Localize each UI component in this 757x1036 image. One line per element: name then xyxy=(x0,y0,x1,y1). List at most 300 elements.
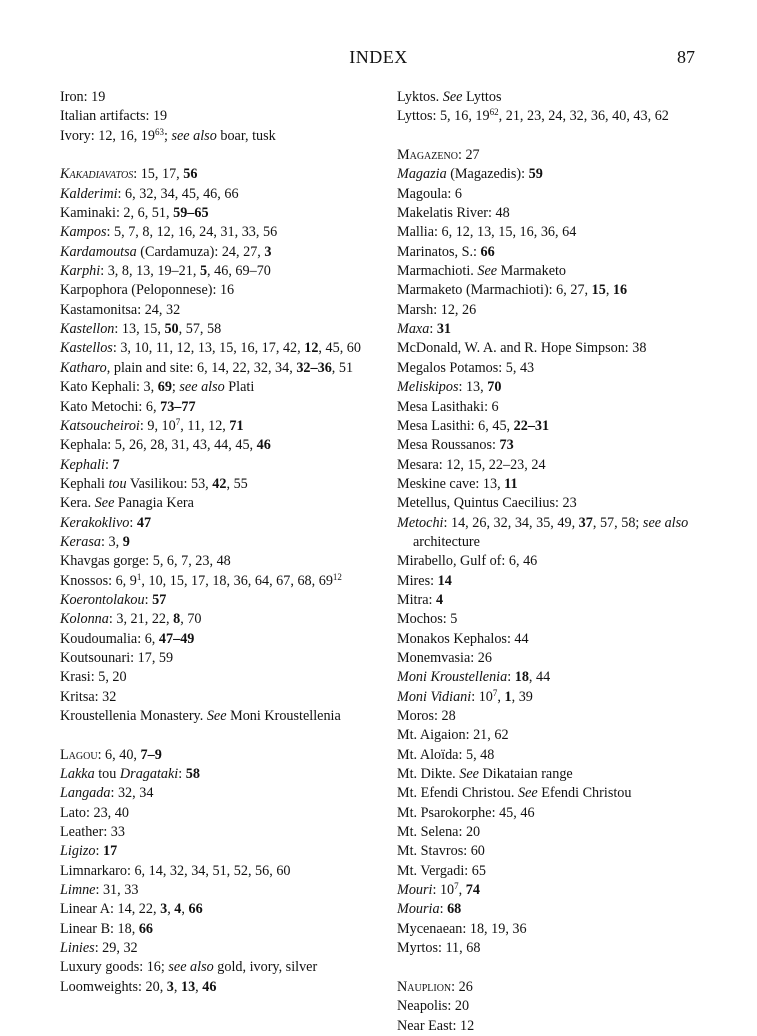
entry-segment: Makelatis River: 48 xyxy=(397,205,510,222)
index-entry xyxy=(397,146,717,165)
entry-segment: Kakadiavatos xyxy=(60,166,134,183)
index-entry xyxy=(397,339,717,358)
entry-segment: : 10 xyxy=(432,882,455,899)
entry-segment: Kastellon xyxy=(60,321,115,338)
index-entry xyxy=(60,436,378,455)
index-entry xyxy=(60,572,378,591)
entry-segment: 66 xyxy=(188,901,203,918)
entry-segment: : xyxy=(439,901,448,918)
entry-segment: Mallia: 6, 12, 13, 15, 16, 36, 64 xyxy=(397,224,577,241)
index-entry xyxy=(60,494,378,513)
entry-segment: Monakos Kephalos: 44 xyxy=(397,630,529,647)
entry-segment: Kephala: 5, 26, 28, 31, 43, 44, 45, xyxy=(60,437,257,454)
index-entry xyxy=(397,494,717,513)
entry-segment: 59–65 xyxy=(173,205,209,222)
index-entry xyxy=(397,204,717,223)
entry-segment: Near East: 12 xyxy=(397,1017,475,1034)
entry-segment: , xyxy=(173,978,181,995)
entry-segment: Mt. Efendi Christou. xyxy=(397,785,518,802)
entry-segment: see also xyxy=(168,959,214,976)
entry-segment: Katharo xyxy=(60,359,107,376)
entry-segment: : 5, 7, 8, 12, 16, 24, 31, 33, 56 xyxy=(106,224,278,241)
index-entry xyxy=(397,262,717,281)
index-entry xyxy=(60,359,378,378)
index-entry xyxy=(397,572,717,591)
entry-segment: 1 xyxy=(136,571,142,582)
entry-segment: Knossos: 6, 9 xyxy=(60,572,137,589)
index-entry xyxy=(397,842,717,861)
entry-segment: Iron: 19 xyxy=(60,89,106,105)
index-entry xyxy=(60,823,378,842)
entry-segment: Moni Kroustellenia xyxy=(397,669,508,686)
entry-segment: 31 xyxy=(436,321,451,338)
index-entry xyxy=(60,417,378,436)
entry-segment: Meliskipos xyxy=(397,379,459,396)
entry-segment: 57 xyxy=(152,591,167,608)
entry-segment: Mt. Selena: 20 xyxy=(397,824,481,841)
entry-segment: architecture xyxy=(413,533,480,550)
index-entry xyxy=(397,784,717,803)
entry-segment: : xyxy=(104,456,113,473)
entry-segment: , 55 xyxy=(226,475,248,492)
entry-segment: 3 xyxy=(160,901,168,918)
index-entry xyxy=(397,475,717,494)
entry-segment: Kato Metochi: 6, xyxy=(60,398,161,415)
entry-segment: Dikataian range xyxy=(478,766,573,783)
index-entry xyxy=(60,765,378,784)
entry-segment: see also xyxy=(179,379,225,396)
entry-segment: Kritsa: 32 xyxy=(60,688,117,705)
entry-segment: , 10, 15, 17, 18, 36, 64, 67, 68, 69 xyxy=(141,572,333,589)
entry-segment: Leather: 33 xyxy=(60,824,125,841)
index-entry xyxy=(397,1017,717,1036)
entry-segment: Panagia Kera xyxy=(114,495,194,512)
entry-segment: Plati xyxy=(224,379,255,396)
entry-segment: Kephali xyxy=(60,456,105,473)
index-entry xyxy=(60,688,378,707)
entry-segment: , xyxy=(458,882,466,899)
index-entry xyxy=(60,668,378,687)
entry-segment: 7–9 xyxy=(140,746,162,763)
entry-segment: Karphi xyxy=(60,263,101,280)
entry-segment: 50 xyxy=(164,321,179,338)
entry-segment: see also xyxy=(171,127,217,144)
index-entry xyxy=(60,649,378,668)
index-entry xyxy=(397,804,717,823)
index-entry xyxy=(60,281,378,300)
index-entry xyxy=(60,398,378,417)
entry-segment: , xyxy=(181,901,189,918)
index-entry xyxy=(397,920,717,939)
entry-segment: Vasilikou: 53, xyxy=(126,475,213,492)
entry-segment: tou xyxy=(108,475,127,492)
entry-segment: 12 xyxy=(304,340,319,357)
index-entry xyxy=(60,301,378,320)
entry-segment: 11 xyxy=(504,475,518,492)
entry-segment: Mires: xyxy=(397,572,438,589)
entry-segment: Mesara: 12, 15, 22–23, 24 xyxy=(397,456,546,473)
entry-segment: Mt. Aloïda: 5, 48 xyxy=(397,746,495,763)
entry-segment: 46 xyxy=(256,437,271,454)
entry-segment: boar, tusk xyxy=(216,127,276,144)
index-entry xyxy=(397,823,717,842)
index-entry xyxy=(397,552,717,571)
entry-segment: : 29, 32 xyxy=(94,940,138,957)
entry-segment: , xyxy=(167,901,175,918)
entry-segment: 56 xyxy=(183,166,198,183)
index-entry xyxy=(397,456,717,475)
index-entry xyxy=(60,165,378,184)
entry-segment: Mochos: 5 xyxy=(397,611,458,628)
entry-segment: gold, ivory, silver xyxy=(213,959,318,976)
index-entry xyxy=(60,378,378,397)
entry-segment: Koutsounari: 17, 59 xyxy=(60,649,174,666)
section-gap xyxy=(397,127,717,146)
entry-segment: , 11, 12, xyxy=(180,417,230,434)
entry-segment: 58 xyxy=(185,766,200,783)
entry-segment: : xyxy=(144,591,153,608)
entry-segment: 5 xyxy=(199,263,208,280)
entry-segment: Kastellos xyxy=(60,340,113,357)
entry-segment: 66 xyxy=(138,920,153,937)
index-entry xyxy=(60,842,378,861)
entry-segment: (Cardamuza): 24, 27, xyxy=(136,243,265,260)
entry-segment: : 27 xyxy=(457,147,480,164)
entry-segment: Moni Vidiani xyxy=(397,688,472,705)
index-entry xyxy=(60,320,378,339)
entry-segment: 37 xyxy=(578,514,593,531)
entry-segment: 3 xyxy=(166,978,174,995)
entry-segment: : 6, 40, xyxy=(97,746,141,763)
index-entry xyxy=(60,456,378,475)
entry-segment: 74 xyxy=(465,882,480,899)
entry-segment: , xyxy=(605,282,613,299)
index-entry xyxy=(397,978,717,997)
entry-segment: Metellus, Quintus Caecilius: 23 xyxy=(397,495,577,512)
entry-segment: 1 xyxy=(504,688,512,705)
entry-segment: 66 xyxy=(480,243,495,260)
entry-segment: , 70 xyxy=(180,611,202,628)
entry-segment: See xyxy=(206,708,227,724)
index-entry xyxy=(60,475,378,494)
entry-segment: , 57, 58 xyxy=(178,321,222,338)
entry-segment: (Magazedis): xyxy=(446,166,529,183)
entry-segment: Kroustellenia Monastery. xyxy=(60,708,207,724)
index-entry xyxy=(60,630,378,649)
entry-segment: Kephali xyxy=(60,475,109,492)
index-entry xyxy=(60,552,378,571)
index-entry xyxy=(60,107,378,126)
entry-segment: , xyxy=(195,978,203,995)
entry-segment: , 51 xyxy=(331,359,354,376)
entry-segment: Marsh: 12, 26 xyxy=(397,301,477,318)
entry-segment: see also xyxy=(642,514,689,531)
entry-segment: Khavgas gorge: 5, 6, 7, 23, 48 xyxy=(60,553,231,570)
entry-segment: , 44 xyxy=(528,669,551,686)
index-entry xyxy=(60,900,378,919)
index-entry xyxy=(60,127,378,146)
index-entry xyxy=(60,185,378,204)
entry-segment: Moros: 28 xyxy=(397,708,456,724)
index-entry xyxy=(60,881,378,900)
entry-segment: : 13, 15, xyxy=(114,321,165,338)
entry-segment: Neapolis: 20 xyxy=(397,998,470,1015)
entry-segment: 8 xyxy=(173,611,181,628)
index-entry xyxy=(60,243,378,262)
entry-segment: Linear A: 14, 22, xyxy=(60,901,161,918)
entry-segment: Mouria xyxy=(397,901,440,918)
index-entry xyxy=(397,610,717,629)
entry-segment: 73–77 xyxy=(160,398,196,415)
entry-segment: : 14, 26, 32, 34, 35, 49, xyxy=(443,514,579,531)
entry-segment: Kardamoutsa xyxy=(60,243,137,260)
index-entry xyxy=(60,339,378,358)
entry-segment: 4 xyxy=(174,901,182,918)
index-entry xyxy=(397,688,717,707)
entry-segment: See xyxy=(517,785,538,802)
entry-segment: : xyxy=(95,843,103,860)
entry-segment: Nauplion xyxy=(397,978,452,995)
entry-segment: 71 xyxy=(229,417,244,434)
index-entry xyxy=(397,301,717,320)
entry-segment: , 39 xyxy=(511,688,533,705)
entry-segment: Linies xyxy=(60,940,95,957)
entry-segment: 7 xyxy=(175,416,181,427)
entry-segment: Limnarkaro: 6, 14, 32, 34, 51, 52, 56, 60 xyxy=(60,862,291,879)
index-entry xyxy=(397,707,717,726)
entry-segment: Kampos xyxy=(60,224,107,241)
entry-segment: Dragataki xyxy=(119,766,179,783)
entry-segment: Marmachioti. xyxy=(397,263,478,280)
entry-segment: McDonald, W. A. and R. Hope Simpson: 38 xyxy=(397,340,647,357)
entry-segment: Marmaketo (Marmachioti): 6, 27, xyxy=(397,282,592,299)
index-entry xyxy=(397,591,717,610)
entry-segment: See xyxy=(477,263,498,280)
index-entry xyxy=(397,881,717,900)
index-entry xyxy=(397,107,717,126)
entry-segment: : 6, 32, 34, 45, 46, 66 xyxy=(117,185,239,202)
entry-segment: , xyxy=(497,688,505,705)
entry-segment: Koudoumalia: 6, xyxy=(60,630,159,647)
index-entry xyxy=(397,243,717,262)
entry-segment: 47–49 xyxy=(158,630,195,647)
entry-segment: Myrtos: 11, 68 xyxy=(397,940,481,957)
index-entry xyxy=(397,185,717,204)
entry-segment: 69 xyxy=(157,379,172,396)
entry-segment: 47 xyxy=(136,514,152,531)
entry-segment: 32–36 xyxy=(296,359,332,376)
entry-segment: Lato: 23, 40 xyxy=(60,804,129,821)
entry-segment: Marmaketo xyxy=(497,263,567,280)
entry-segment: Kastamonitsa: 24, 32 xyxy=(60,301,181,318)
index-entry xyxy=(397,281,717,300)
entry-segment: Kaminaki: 2, 6, 51, xyxy=(60,205,174,222)
entry-segment: : 10 xyxy=(471,688,493,705)
entry-segment: Langada xyxy=(60,785,111,802)
entry-segment: Katsoucheiroi xyxy=(60,417,140,434)
index-entry xyxy=(397,514,717,553)
entry-segment: Lagou xyxy=(60,746,98,763)
entry-segment: Mt. Stavros: 60 xyxy=(397,843,485,860)
entry-segment: Mesa Lasithaki: 6 xyxy=(397,398,499,415)
entry-segment: : 31, 33 xyxy=(95,882,139,899)
entry-segment: , 45, 60 xyxy=(318,340,361,357)
index-entry xyxy=(397,939,717,958)
entry-segment: Marinatos, S.: xyxy=(397,243,481,260)
entry-segment: 16 xyxy=(612,282,628,299)
index-entry xyxy=(397,997,717,1016)
entry-segment: : xyxy=(429,321,437,338)
entry-segment: Mt. Vergadi: 65 xyxy=(397,862,486,879)
entry-segment: , plain and site: 6, 14, 22, 32, 34, xyxy=(106,359,297,376)
index-entry xyxy=(397,417,717,436)
entry-segment: Kerakoklivo xyxy=(60,514,130,531)
entry-segment: Monemvasia: 26 xyxy=(397,649,492,666)
entry-segment: Lakka xyxy=(60,766,95,783)
running-title: INDEX xyxy=(349,47,408,67)
entry-segment: 15 xyxy=(591,282,606,299)
index-entry xyxy=(60,88,378,107)
entry-segment: Italian artifacts: 19 xyxy=(60,108,168,125)
entry-segment: 7 xyxy=(454,881,459,892)
index-entry xyxy=(60,610,378,629)
entry-segment: Kalderimi xyxy=(60,185,118,202)
entry-segment: : 3, xyxy=(101,533,123,550)
index-entry xyxy=(60,533,378,552)
entry-segment: : 13, xyxy=(458,379,488,396)
entry-segment: Lyttos: 5, 16, 19 xyxy=(397,108,490,125)
entry-segment: Mouri xyxy=(397,882,433,899)
index-entry xyxy=(397,630,717,649)
index-entry xyxy=(397,746,717,765)
index-entry xyxy=(397,359,717,378)
entry-segment: : 15, 17, xyxy=(133,166,184,183)
entry-segment: 7 xyxy=(112,456,120,473)
entry-segment: , 57, 58; xyxy=(592,514,643,531)
entry-segment: , 46, 69–70 xyxy=(207,263,271,280)
entry-segment: 17 xyxy=(102,843,118,860)
page-number: 87 xyxy=(677,47,695,67)
entry-segment: 73 xyxy=(499,437,514,454)
entry-segment: Mt. Dikte. xyxy=(397,766,460,783)
index-entry xyxy=(397,900,717,919)
index-entry xyxy=(397,765,717,784)
entry-segment: Loomweights: 20, xyxy=(60,978,167,995)
index-entry xyxy=(60,707,378,726)
entry-segment: Kato Kephali: 3, xyxy=(60,379,158,396)
entry-segment: Moni Kroustellenia xyxy=(226,708,341,724)
entry-segment: 68 xyxy=(447,901,462,918)
index-entry xyxy=(60,862,378,881)
entry-segment: : xyxy=(178,766,186,783)
entry-segment: Efendi Christou xyxy=(537,785,632,802)
entry-segment: : xyxy=(507,669,515,686)
index-entry xyxy=(397,668,717,687)
section-gap xyxy=(60,146,378,165)
index-entry xyxy=(397,649,717,668)
index-entry xyxy=(60,514,378,533)
entry-segment: Koerontolakou xyxy=(60,591,145,608)
index-entry xyxy=(60,920,378,939)
entry-segment: Mt. Aigaion: 21, 62 xyxy=(397,727,509,744)
entry-segment: Mycenaean: 18, 19, 36 xyxy=(397,920,527,937)
entry-segment: 46 xyxy=(202,978,217,995)
index-entry xyxy=(60,204,378,223)
index-entry xyxy=(60,784,378,803)
entry-segment: 7 xyxy=(492,687,498,698)
index-entry xyxy=(397,378,717,397)
entry-segment: Lyktos. xyxy=(397,89,443,105)
entry-segment: Krasi: 5, 20 xyxy=(60,669,127,686)
index-entry xyxy=(397,862,717,881)
entry-segment: Luxury goods: 16; xyxy=(60,959,169,976)
entry-segment: 62 xyxy=(489,107,499,118)
index-entry xyxy=(397,436,717,455)
entry-segment: tou xyxy=(94,766,120,783)
entry-segment: Mirabello, Gulf of: 6, 46 xyxy=(397,553,538,570)
entry-segment: 18 xyxy=(514,669,529,686)
entry-segment: 12 xyxy=(332,571,342,582)
entry-segment: : 26 xyxy=(451,978,473,995)
entry-segment: Mt. Psarokorphe: 45, 46 xyxy=(397,804,535,821)
index-entry xyxy=(60,746,378,765)
entry-segment: Kerasa xyxy=(60,533,101,550)
entry-segment: 22–31 xyxy=(513,417,550,434)
section-gap xyxy=(60,726,378,745)
entry-segment: ; xyxy=(171,379,180,396)
entry-segment: : xyxy=(129,514,137,531)
index-entry xyxy=(60,804,378,823)
entry-segment: 59 xyxy=(528,166,543,183)
index-entry xyxy=(60,262,378,281)
index-column-left xyxy=(60,88,378,997)
entry-segment: : 3, 10, 11, 12, 13, 15, 16, 17, 42, xyxy=(112,340,305,357)
entry-segment: Mitra: xyxy=(397,591,437,608)
entry-segment: Mesa Roussanos: xyxy=(397,437,500,454)
entry-segment: : 3, 8, 13, 19–21, xyxy=(100,263,200,280)
entry-segment: : 32, 34 xyxy=(110,785,154,802)
index-entry xyxy=(60,939,378,958)
entry-segment: : 3, 21, 22, xyxy=(108,611,174,628)
entry-segment: 14 xyxy=(437,572,452,589)
entry-segment: 70 xyxy=(487,379,502,396)
index-entry xyxy=(397,165,717,184)
section-gap xyxy=(397,958,717,977)
index-entry xyxy=(60,978,378,997)
entry-segment: Limne xyxy=(60,882,96,899)
index-entry xyxy=(397,88,717,107)
entry-segment: Mesa Lasithi: 6, 45, xyxy=(397,417,514,434)
entry-segment: Metochi xyxy=(397,514,444,531)
entry-segment: : 9, 10 xyxy=(139,417,176,434)
entry-segment: Megalos Potamos: 5, 43 xyxy=(397,359,535,376)
index-entry xyxy=(397,223,717,242)
index-column-right xyxy=(397,88,717,1036)
entry-segment: See xyxy=(442,89,463,105)
entry-segment: Magoula: 6 xyxy=(397,185,463,202)
entry-segment: 9 xyxy=(122,533,130,550)
entry-segment: Ligizo xyxy=(60,843,96,860)
entry-segment: Karpophora (Peloponnese): 16 xyxy=(60,282,235,299)
entry-segment: See xyxy=(94,495,115,512)
entry-segment: 63 xyxy=(154,126,164,137)
entry-segment: Meskine cave: 13, xyxy=(397,475,505,492)
entry-segment: 3 xyxy=(264,243,272,260)
entry-segment: Kolonna xyxy=(60,611,109,628)
index-entry xyxy=(397,398,717,417)
entry-segment: Kera. xyxy=(60,495,95,512)
entry-segment: Maxa xyxy=(397,321,430,338)
